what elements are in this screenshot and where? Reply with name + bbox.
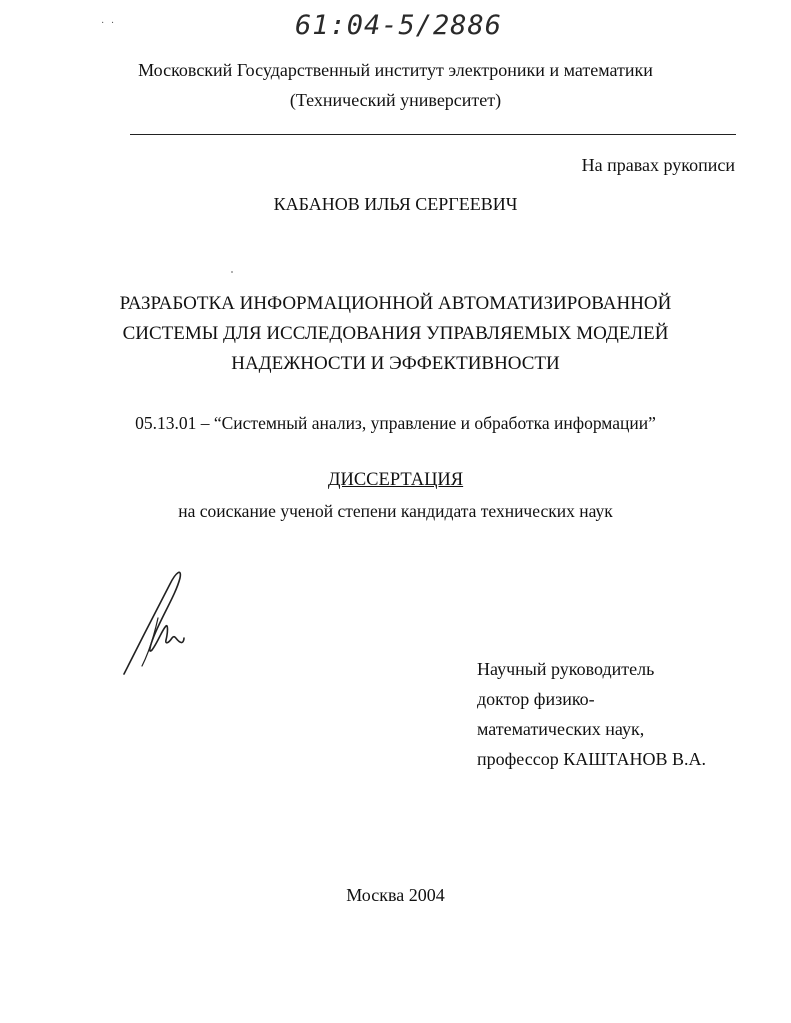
dissertation-title xyxy=(0,289,791,379)
title-line: РАЗРАБОТКА ИНФОРМАЦИОННОЙ АВТОМАТИЗИРОВАННОЙ xyxy=(119,293,672,314)
supervisor-line: доктор физико- xyxy=(477,689,595,709)
archive-stamp-code: 61:04-5/2886 xyxy=(295,10,503,41)
supervisor-line: Научный руководитель xyxy=(477,659,655,679)
supervisor-line: профессор КАШТАНОВ В.А. xyxy=(477,749,706,769)
institution-name: Московский Государственный институт электроники и математики xyxy=(138,60,653,80)
degree-sought: на соискание ученой степени кандидата технических наук xyxy=(178,501,613,521)
scientific-supervisor xyxy=(477,654,706,774)
scan-specks: · · xyxy=(101,18,117,29)
header-divider xyxy=(130,134,736,135)
city-year: Москва 2004 xyxy=(346,885,445,905)
handwritten-signature xyxy=(118,566,198,686)
rights-note: На правах рукописи xyxy=(581,155,735,175)
specialty-code: 05.13.01 – “Системный анализ, управление и обработка информации” xyxy=(135,413,656,433)
scan-dot xyxy=(231,271,233,273)
title-line: НАДЕЖНОСТИ И ЭФФЕКТИВНОСТИ xyxy=(231,353,560,374)
title-line: СИСТЕМЫ ДЛЯ ИССЛЕДОВАНИЯ УПРАВЛЯЕМЫХ МОДЕЛЕЙ xyxy=(122,323,669,344)
institution-subtitle: (Технический университет) xyxy=(289,90,502,110)
document-type-heading: ДИССЕРТАЦИЯ xyxy=(327,470,464,490)
supervisor-line: математических наук, xyxy=(477,719,645,739)
author-name: КАБАНОВ ИЛЬЯ СЕРГЕЕВИЧ xyxy=(273,194,518,214)
signature-drawing xyxy=(118,566,198,681)
